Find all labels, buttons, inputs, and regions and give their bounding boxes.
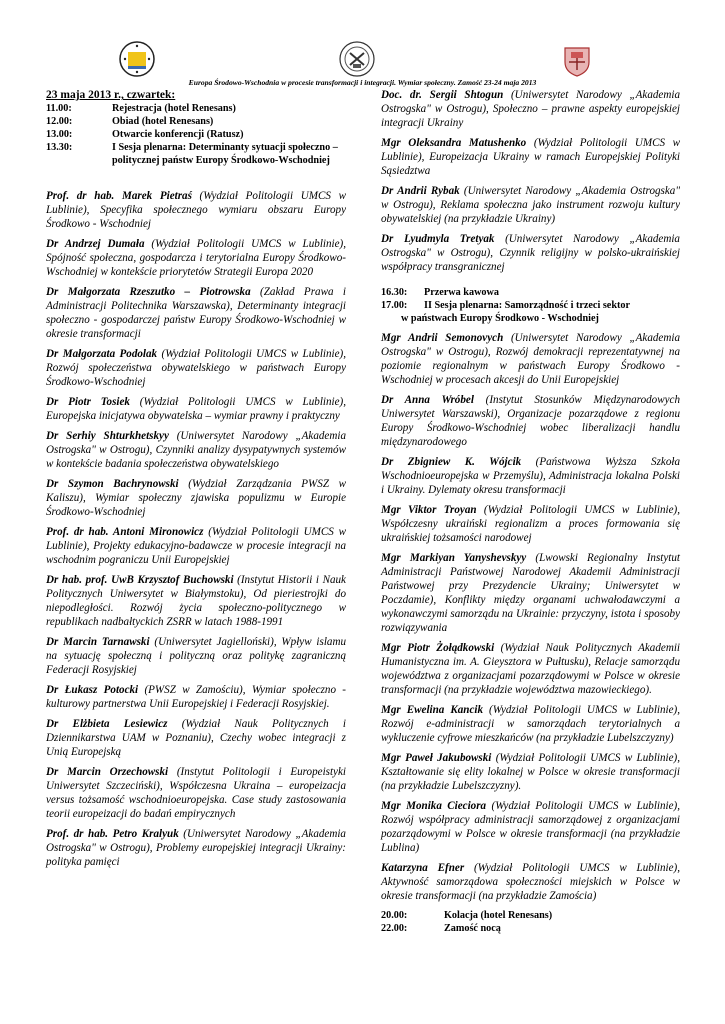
speaker-entry xyxy=(46,285,346,341)
speaker-name: Mgr Monika Cieciora xyxy=(381,800,487,812)
schedule-time: 20.00: xyxy=(381,910,408,921)
speaker-name: Prof. dr hab. Antoni Mironowicz xyxy=(46,526,204,538)
coffee-break xyxy=(381,286,680,299)
talk-details: (Wydział Politologii UMCS w Lublinie), Projekty edukacyjno-badawcze w procesie integracji na wschodnim pograniczu Unii Europejskiej xyxy=(46,526,346,566)
talk-details: (Wydział Politologii UMCS w Lublinie), Specyfika społecznego wymiaru obszaru Europy Środkowo - Wschodniej xyxy=(46,190,346,230)
speaker-name: Dr Marcin Tarnawski xyxy=(46,636,150,648)
speaker-name: Mgr Piotr Żołądkowski xyxy=(381,642,495,654)
speaker-entry xyxy=(46,765,346,821)
speaker-name: Dr Łukasz Potocki xyxy=(46,684,139,696)
talk-details: (Uniwersytet Narodowy „Akademia Ostrogska" w Ostrogu), Społeczno – prawne aspekty europejskiej integracji Ukrainy xyxy=(381,89,680,129)
schedule-time: 22.00: xyxy=(381,923,408,934)
talk-details: (Wydział Politologii UMCS w Lublinie), Rozwój społeczeństwa obywatelskiego w państwach Europy Środkowo-Wschodniej xyxy=(46,348,347,388)
talk-details: (Państwowa Wyższa Szkoła Wschodnioeuropejska w Przemyślu), Administracja lokalna Polski i Ukrainy. Dylematy okresu transformacji xyxy=(381,456,681,496)
speaker-name: Dr Serhiy Shturkhetskyy xyxy=(46,430,169,442)
left-column xyxy=(46,88,346,875)
talk-details: (Wydział Politologii UMCS w Lublinie), Rozwój współpracy administracji samorządowej z organizacjami pozarządowymi w Polsce w okresie transformacji (na przykładzie Lublina) xyxy=(381,800,681,854)
conference-emblem-icon xyxy=(118,40,156,78)
left-speaker-list xyxy=(46,189,346,869)
talk-details: (Wydział Politologii UMCS w Lublinie), Kształtowanie się elity lokalnej w Polsce w okresie transformacji (na przykładzie Lubelszczyzny). xyxy=(381,752,680,792)
talk-details: (Wydział Politologii UMCS w Lublinie), Współczesny ukraiński regionalizm a proces formowania się ukraińskiej tożsamości narodowej xyxy=(381,504,680,544)
schedule-item xyxy=(46,102,346,115)
speaker-name: Dr Marcin Orzechowski xyxy=(46,766,169,778)
speaker-name: Dr Elżbieta Lesiewicz xyxy=(46,718,168,730)
speaker-name: Dr Andrii Rybak xyxy=(381,185,460,197)
speaker-entry xyxy=(381,751,680,793)
speaker-name: Doc. dr. Sergii Shtogun xyxy=(381,89,504,101)
speaker-entry xyxy=(381,455,680,497)
talk-details: (Uniwersytet Narodowy „Akademia Ostrogska" w Ostrogu), Czynniki analizy dysypatywnych systemów w kontekście badania społeczeństwa obywatelskiego xyxy=(46,430,346,470)
speaker-entry xyxy=(381,331,680,387)
speaker-name: Dr hab. prof. UwB Krzysztof Buchowski xyxy=(46,574,234,586)
talk-details: (Uniwersytet Narodowy „Akademia Ostrogska" w Ostrogu), Problemy europejskiej integracji Ukrainy: polityka pamięci xyxy=(46,828,346,868)
schedule-item xyxy=(46,115,346,128)
speaker-entry xyxy=(46,827,346,869)
schedule-time: 13.00: xyxy=(46,129,73,140)
talk-details: (Uniwersytet Jagielloński), Wpływ islamu na sytuację społeczną i polityczną oraz politykę zagraniczną Federacji Rosyjskiej xyxy=(46,636,347,676)
zamosc-coat-of-arms-icon xyxy=(558,40,596,78)
speaker-name: Dr Andrzej Dumała xyxy=(46,238,145,250)
schedule-item xyxy=(46,128,346,141)
talk-details: (PWSZ w Zamościu), Wymiar społeczno - kulturowy partnerstwa Unii Europejskiej i Federacji Rosyjskiej. xyxy=(46,684,346,710)
speaker-name: Mgr Ewelina Kancik xyxy=(381,704,484,716)
speaker-name: Dr Zbigniew K. Wójcik xyxy=(381,456,522,468)
speaker-name: Prof. dr hab. Marek Pietraś xyxy=(46,190,192,202)
talk-details: (Wydział Nauk Politycznych Akademii Humanistyczna im. A. Gieysztora w Pułtusku), Relacje samorządu województwa z organizacjami pozarządowymi w Polsce w okresie transformacji (na przykładzie województwa mazowieckiego). xyxy=(381,642,680,696)
speaker-entry xyxy=(46,429,346,471)
speaker-name: Prof. dr hab. Petro Kralyuk xyxy=(46,828,179,840)
speaker-name: Mgr Viktor Troyan xyxy=(381,504,477,516)
speaker-name: Dr Małgorzata Rzeszutko – Piotrowska xyxy=(46,286,251,298)
schedule-time: 17.00: xyxy=(381,300,408,311)
speaker-entry xyxy=(46,237,346,279)
talk-details: (Wydział Zarządzania PWSZ w Kaliszu), Wymiar społeczny zjawiska populizmu w Europie Środkowo-Wschodniej xyxy=(46,478,346,518)
date-heading: 23 maja 2013 r., czwartek: xyxy=(46,89,176,101)
speaker-entry xyxy=(381,136,680,178)
speaker-name: Mgr Andrii Semonovych xyxy=(381,332,504,344)
schedule-item xyxy=(381,909,680,922)
talk-details: (Wydział Politologii UMCS w Lublinie), Rozwój e-administracji w samorządach terytorialnych a wykluczenie cyfrowe mieszkańców (na przykładzie Lubelszczyzny) xyxy=(381,704,680,744)
speaker-entry xyxy=(381,551,680,635)
schedule-desc: Obiad (hotel Renesans) xyxy=(112,116,214,127)
speaker-entry xyxy=(381,861,680,903)
speaker-entry xyxy=(46,395,346,423)
speaker-name: Dr Piotr Tosiek xyxy=(46,396,130,408)
talk-details: (Wydział Politologii UMCS w Lublinie), Spójność społeczna, gospodarcza i terytorialna Europy Środkowo-Wschodniej w kontekście priorytetów Strategii Europa 2020 xyxy=(46,238,346,278)
speaker-entry xyxy=(46,347,346,389)
schedule-item xyxy=(46,141,346,167)
schedule-time: 11.00: xyxy=(46,103,72,114)
speaker-name: Dr Lyudmyla Tretyak xyxy=(381,233,495,245)
schedule-desc: Przerwa kawowa xyxy=(424,287,499,298)
speaker-name: Dr Małgorzata Podolak xyxy=(46,348,158,360)
conference-subtitle: Europa Środowo-Wschodnia w procesie transformacji i integracji. Wymiar społeczny. Zamość 23-24 maja 2013 xyxy=(188,78,537,87)
schedule-desc: I Sesja plenarna: Determinanty sytuacji społeczno – politycznej państw Europy Środkowo-Wschodniej xyxy=(112,142,338,166)
speaker-entry xyxy=(46,683,346,711)
speaker-entry xyxy=(46,525,346,567)
talk-details: (Wydział Nauk Politycznych i Dziennikarstwa UAM w Poznaniu), Czechy wobec integracji z Unią Europejską xyxy=(46,718,346,758)
talk-details: (Lwowski Regionalny Instytut Administracji Państwowej Narodowej Akademii Administracji Państwowej przy Prezydencie Ukrainy; Uniwersytet w Poczdamie), Konflikty między organami uchwałodawczymi a wykonawczymi samorządu na Ukrainie: przyczyny, istota i sposoby rozwiązywania xyxy=(381,552,680,634)
speaker-entry xyxy=(381,88,680,130)
speaker-entry xyxy=(46,573,346,629)
schedule-time: 13.30: xyxy=(46,142,73,153)
schedule-desc: Kolacja (hotel Renesans) xyxy=(444,910,553,921)
speaker-name: Mgr Paweł Jakubowski xyxy=(381,752,492,764)
speaker-name: Katarzyna Efner xyxy=(381,862,465,874)
schedule-desc: Otwarcie konferencji (Ratusz) xyxy=(112,129,244,140)
speaker-entry xyxy=(46,717,346,759)
speaker-name: Mgr Markiyan Yanyshevskyy xyxy=(381,552,527,564)
schedule-item xyxy=(381,922,680,935)
speaker-entry xyxy=(381,393,680,449)
speaker-entry xyxy=(46,477,346,519)
talk-details: (Wydział Politologii UMCS w Lublinie), Europeizacja Ukrainy w ramach Europejskiej Polityki Sąsiedztwa xyxy=(381,137,681,177)
university-crest-icon xyxy=(338,40,376,78)
speaker-entry xyxy=(46,189,346,231)
talk-details: (Wydział Politologii UMCS w Lublinie), Europejska inicjatywa obywatelska – wymiar prawny i praktyczny xyxy=(46,396,347,422)
talk-details: (Uniwersytet Narodowy „Akademia Ostrogska" w Ostrogu), Rozwój demokracji reprezentatywnej na poziomie regionalnym w państwach Europy Środkowo - Wschodniej w procesach akcesji do Unii Europejskiej xyxy=(381,332,680,386)
speaker-entry xyxy=(46,635,346,677)
right-column xyxy=(381,88,680,935)
schedule-time: 12.00: xyxy=(46,116,73,127)
session-two xyxy=(381,299,680,312)
speaker-entry xyxy=(381,703,680,745)
speaker-name: Mgr Oleksandra Matushenko xyxy=(381,137,527,149)
right-speaker-list-b xyxy=(381,331,680,903)
talk-details: (Instytut Politologii i Europeistyki Uniwersytet Szczeciński), Współczesna Ukraina – europeizacja versus tożsamość wschodnioeuropejska. Case study zastosowania teorii europeizacji do badań empirycznych xyxy=(46,766,346,820)
talk-details: (Zakład Prawa i Administracji Politechnika Warszawska), Determinanty integracji społeczno - gospodarczej państw Europy Środkowo-Wschodniej w okresie transformacji xyxy=(46,286,346,340)
talk-details: (Uniwersytet Narodowy „Akademia Ostrogska" w Ostrogu), Reklama społeczna jako instrument rozwoju kultury obywatelskiej (na przykładzie Ukrainy) xyxy=(381,185,680,225)
schedule-desc: Zamość nocą xyxy=(444,923,501,934)
speaker-entry xyxy=(381,799,680,855)
schedule-desc: Rejestracja (hotel Renesans) xyxy=(112,103,236,114)
schedule-time: 16.30: xyxy=(381,287,408,298)
speaker-name: Dr Anna Wróbel xyxy=(381,394,474,406)
speaker-name: Dr Szymon Bachrynowski xyxy=(46,478,179,490)
speaker-entry xyxy=(381,184,680,226)
session-two-continuation: w państwach Europy Środkowo - Wschodniej xyxy=(401,313,599,324)
talk-details: (Uniwersytet Narodowy „Akademia Ostrogska" w Ostrogu), Czynnik religijny w polsko-ukraińskiej współpracy transgranicznej xyxy=(381,233,680,273)
talk-details: (Instytut Stosunków Międzynarodowych Uniwersytet Warszawski), Organizacje pozarządowe z regionu Europy Środkowo-Wschodniej wobec liberalizacji handlu międzynarodowego xyxy=(381,394,680,448)
talk-details: (Instytut Historii i Nauk Politycznych Uniwersytet w Białymstoku), Od pieriestrojki do niepodległości. Rozwój życia społeczno-politycznego w republikach nadbałtyckich ZSRR w latach 1988-1991 xyxy=(46,574,346,628)
schedule-desc: II Sesja plenarna: Samorządność i trzeci sektor xyxy=(424,300,630,311)
right-speaker-list-a xyxy=(381,88,680,274)
speaker-entry xyxy=(381,503,680,545)
speaker-entry xyxy=(381,232,680,274)
speaker-entry xyxy=(381,641,680,697)
talk-details: (Wydział Politologii UMCS w Lublinie), Aktywność samorządowa społeczności miejskich w Polsce w okresie transformacji (na przykładzie Zamościa) xyxy=(381,862,680,902)
